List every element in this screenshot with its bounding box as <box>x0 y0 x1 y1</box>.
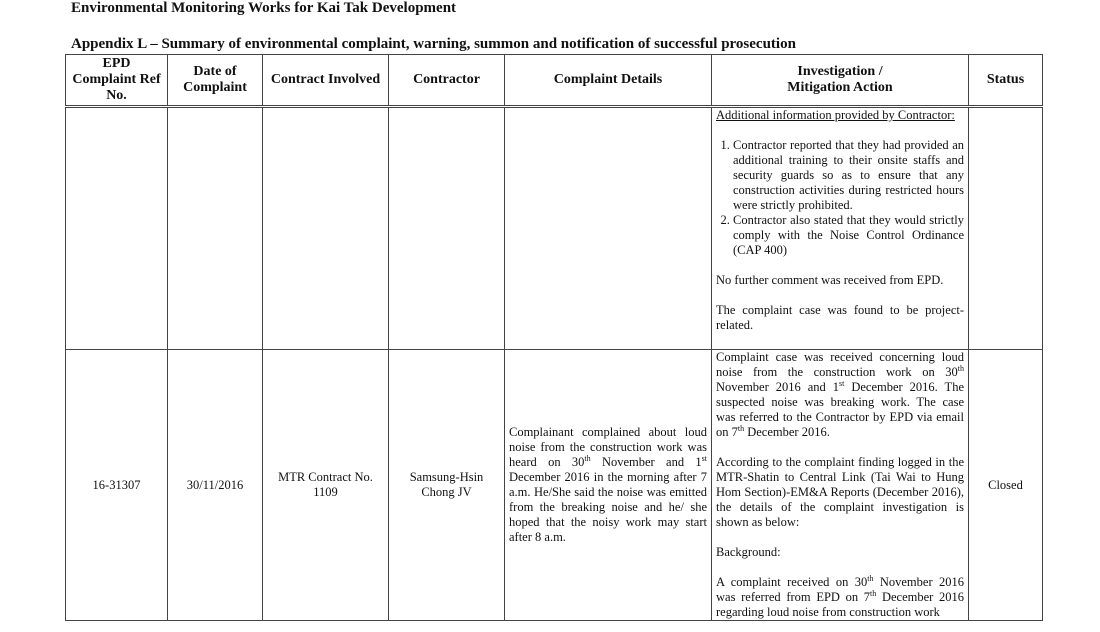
investigation-text-part: A complaint received on 30 <box>716 575 868 589</box>
investigation-list-item: 2. Contractor also stated that they would strictly comply with the Noise Control Ordinance (CAP 400) <box>733 213 964 258</box>
column-header-investigation-line1: Investigation / <box>797 64 883 79</box>
investigation-text-part: November 2016 was referred from EPD on 7 <box>716 575 964 604</box>
investigation-list <box>716 138 964 258</box>
column-header-contract: Contract Involved <box>263 55 389 107</box>
cell-date: 30/11/2016 <box>168 350 263 621</box>
cell-contractor <box>389 107 505 350</box>
table-row <box>66 350 1043 621</box>
investigation-heading: Additional information provided by Contractor: <box>716 108 955 122</box>
investigation-paragraph: No further comment was received from EPD. <box>716 273 944 287</box>
details-text-part: December 2016 in the morning after 7 a.m. He/She said the noise was emitted from the breaking noise and he/ she hoped that the noisy work may start after 8 a.m. <box>509 470 707 544</box>
details-text-part: November and 1 <box>590 455 702 469</box>
investigation-ordinal-suffix: th <box>867 573 874 583</box>
column-header-contractor: Contractor <box>389 55 505 107</box>
table-row <box>66 107 1043 350</box>
investigation-paragraph <box>716 575 964 620</box>
investigation-list-item: 1. Contractor reported that they had provided an additional training to their onsite staffs and security guards so as to ensure that any construction activities during restricted hours were strictly prohibited. <box>733 138 964 213</box>
cell-investigation <box>712 107 969 350</box>
column-header-ref: EPD Complaint Ref No. <box>66 55 168 107</box>
complaint-summary-table <box>65 54 1043 621</box>
investigation-paragraph: Background: <box>716 545 781 559</box>
cell-status: Closed <box>969 350 1043 621</box>
cell-status <box>969 107 1043 350</box>
column-header-investigation-line2: Mitigation Action <box>787 80 893 95</box>
details-ordinal-suffix: st <box>701 453 707 463</box>
cell-ref <box>66 107 168 350</box>
cell-contract <box>263 107 389 350</box>
column-header-date: Date of Complaint <box>168 55 263 107</box>
investigation-ordinal-suffix: th <box>957 363 964 373</box>
column-header-details: Complaint Details <box>505 55 712 107</box>
cell-contract: MTR Contract No. 1109 <box>263 350 389 621</box>
investigation-text-part: November 2016 and 1 <box>716 380 840 394</box>
investigation-text-part: December 2016 regarding loud noise from construction work <box>716 590 964 619</box>
cell-investigation <box>712 350 969 621</box>
details-ordinal-suffix: th <box>584 453 591 463</box>
investigation-text-part: Complaint case was received concerning loud noise from the construction work on 30 <box>716 350 964 379</box>
table-header-row <box>66 55 1043 107</box>
investigation-ordinal-suffix: th <box>870 588 877 598</box>
investigation-text-part: December 2016. The suspected noise was breaking work. The case was referred to the Contractor by EPD via email on 7 <box>716 380 964 439</box>
appendix-title: Appendix L – Summary of environmental complaint, warning, summon and notification of successful prosecution <box>71 36 796 52</box>
cell-details <box>505 107 712 350</box>
document-title: Environmental Monitoring Works for Kai Tak Development <box>71 0 457 16</box>
investigation-ordinal-suffix: th <box>737 423 745 433</box>
cell-ref: 16-31307 <box>66 350 168 621</box>
cell-date <box>168 107 263 350</box>
cell-contractor: Samsung-Hsin Chong JV <box>389 350 505 621</box>
column-header-status: Status <box>969 55 1043 107</box>
column-header-investigation <box>712 55 969 107</box>
investigation-text-part: December 2016. <box>744 425 830 439</box>
details-text-part: Complainant complained about loud noise from the construction work was heard on 30 <box>509 425 707 469</box>
investigation-paragraph: The complaint case was found to be project-related. <box>716 303 964 332</box>
investigation-paragraph <box>716 350 964 440</box>
investigation-paragraph: According to the complaint finding logged in the MTR-Shatin to Central Link (Tai Wai to Hung Hom Section)-EM&A Reports (December 2016), the details of the complaint investigation is shown as below: <box>716 455 964 529</box>
investigation-ordinal-suffix: st <box>839 378 845 388</box>
cell-details <box>505 350 712 621</box>
